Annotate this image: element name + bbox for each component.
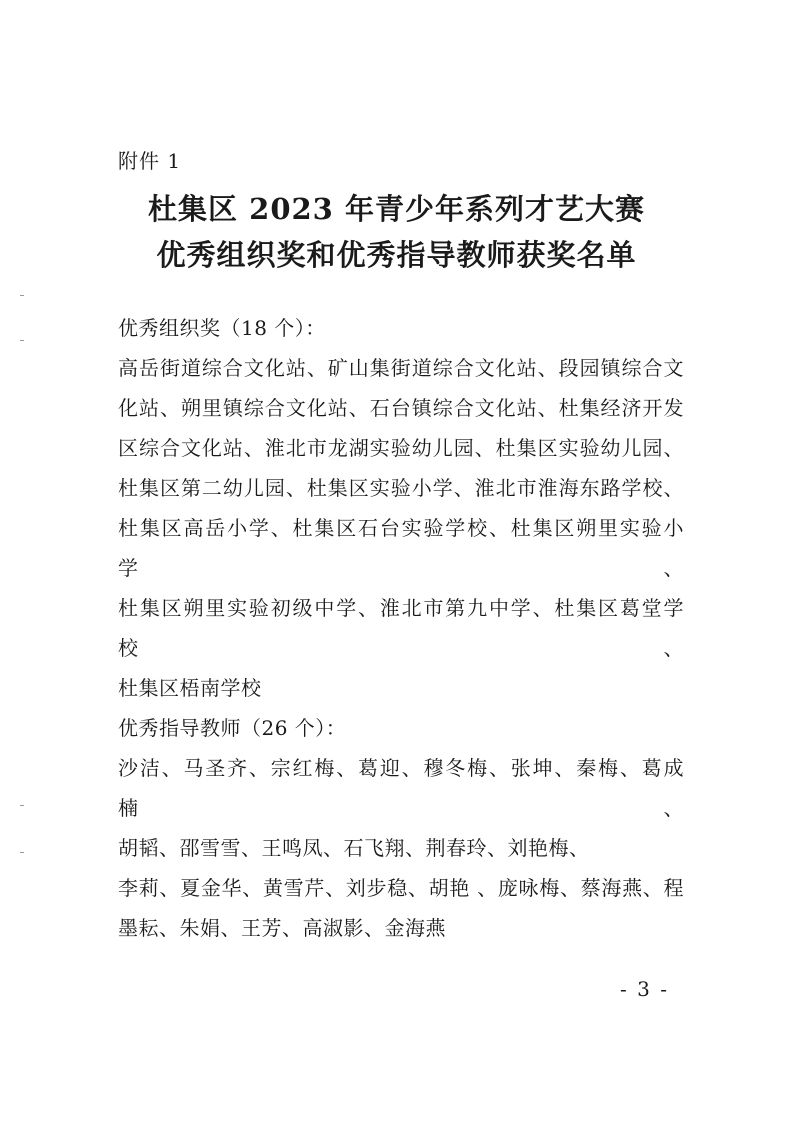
page-number: - 3 - [620, 977, 669, 1001]
document-body [118, 308, 684, 948]
organization-award-line: 杜集区第二幼儿园、杜集区实验小学、淮北市淮海东路学校、 [118, 476, 684, 500]
teacher-award-line: 胡韬、邵雪雪、王鸣凤、石飞翔、荆春玲、刘艳梅、 [118, 836, 590, 860]
margin-mark [20, 340, 24, 341]
teacher-award-heading: 优秀指导教师（26 个）： [118, 716, 347, 740]
teacher-award-line: 墨耘、朱娟、王芳、高淑影、金海燕 [118, 916, 446, 940]
organization-award-line: 杜集区朔里实验初级中学、淮北市第九中学、杜集区葛堂学校、 [118, 596, 684, 660]
document-title-line-2: 优秀组织奖和优秀指导教师获奖名单 [156, 238, 637, 272]
document-title-line-1: 杜集区 2023 年青少年系列才艺大赛 [148, 192, 645, 226]
margin-mark [20, 805, 24, 806]
organization-award-line: 杜集区梧南学校 [118, 676, 262, 700]
organization-award-line: 杜集区高岳小学、杜集区石台实验学校、杜集区朔里实验小学、 [118, 516, 684, 580]
organization-award-list [118, 348, 684, 708]
organization-award-heading: 优秀组织奖（18 个）： [118, 316, 326, 340]
attachment-label: 附件 1 [118, 149, 182, 173]
teacher-award-line: 李莉、夏金华、黄雪芹、刘步稳、胡艳 、庞咏梅、蔡海燕、程 [118, 876, 684, 900]
organization-award-line: 区综合文化站、淮北市龙湖实验幼儿园、杜集区实验幼儿园、 [118, 436, 684, 460]
organization-award-line: 高岳街道综合文化站、矿山集街道综合文化站、段园镇综合文 [118, 356, 684, 380]
teacher-award-list [118, 748, 684, 948]
margin-mark [20, 295, 24, 296]
teacher-award-line: 沙洁、马圣齐、宗红梅、葛迎、穆冬梅、张坤、秦梅、葛成楠、 [118, 756, 684, 820]
organization-award-line: 化站、朔里镇综合文化站、石台镇综合文化站、杜集经济开发 [118, 396, 684, 420]
margin-mark [20, 852, 24, 853]
